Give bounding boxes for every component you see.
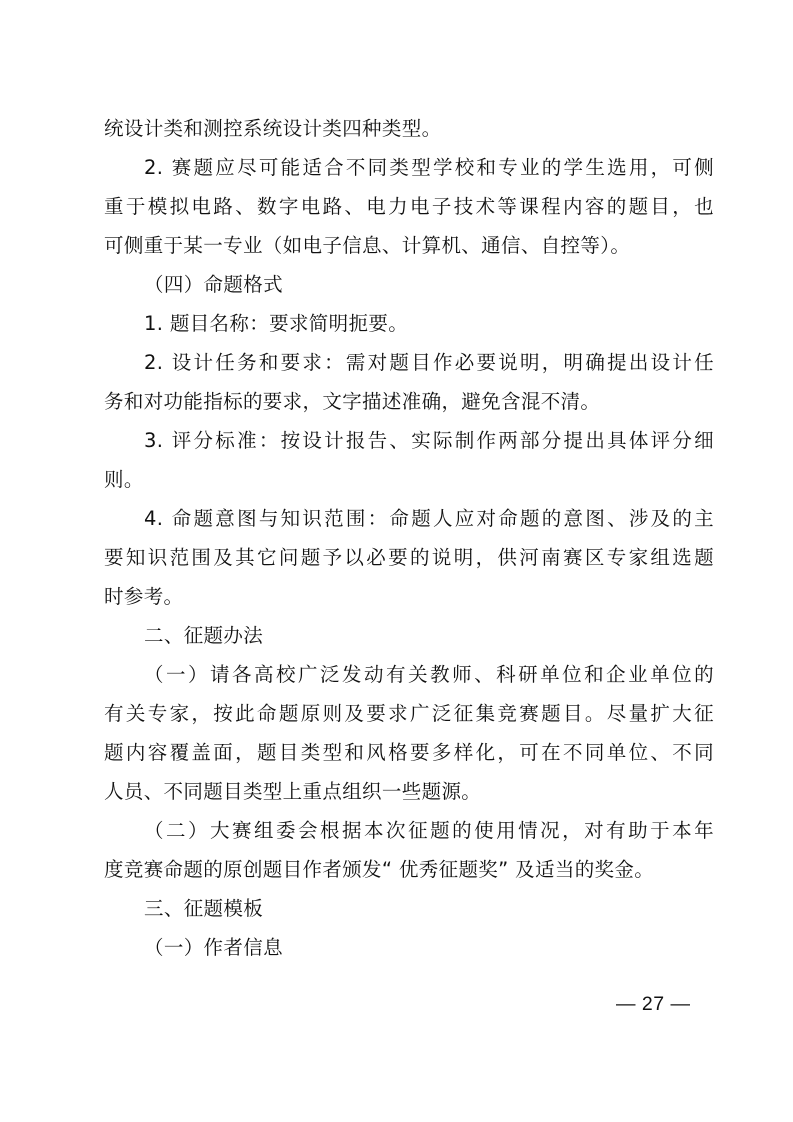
paragraph-line: （一）请各高校广泛发动有关教师、科研单位和企业单位的 [144,663,714,686]
paragraph-line: 要知识范围及其它问题予以必要的说明，供河南赛区专家组选题 [104,546,714,569]
paragraph-line: 统设计类和测控系统设计类四种类型。 [104,117,442,140]
section-heading: 三、征题模板 [144,897,264,920]
paragraph-line: 时参考。 [104,585,184,608]
subsection-heading: （一）作者信息 [144,936,283,959]
paragraph-line: 人员、不同题目类型上重点组织一些题源。 [104,780,482,803]
paragraph-line: 则。 [104,468,144,491]
paragraph-line: 3. 评分标准：按设计报告、实际制作两部分提出具体评分细 [144,429,714,452]
paragraph-line: 度竞赛命题的原创题目作者颁发“ 优秀征题奖” 及适当的奖金。 [104,858,655,881]
section-heading: 二、征题办法 [144,624,264,647]
section-heading: （四）命题格式 [144,273,283,296]
paragraph-line: 可侧重于某一专业（如电子信息、计算机、通信、自控等）。 [104,234,631,257]
paragraph-line: 有关专家，按此命题原则及要求广泛征集竞赛题目。尽量扩大征 [104,702,714,725]
paragraph-line: （二）大赛组委会根据本次征题的使用情况，对有助于本年 [144,819,714,842]
paragraph-line: 4. 命题意图与知识范围：命题人应对命题的意图、涉及的主 [144,507,714,530]
page-number: — 27 — [616,993,691,1015]
paragraph-line: 2. 设计任务和要求：需对题目作必要说明，明确提出设计任 [144,351,714,374]
paragraph-line: 1. 题目名称：要求简明扼要。 [144,312,409,335]
paragraph-line: 题内容覆盖面，题目类型和风格要多样化，可在不同单位、不同 [104,741,714,764]
paragraph-line: 2. 赛题应尽可能适合不同类型学校和专业的学生选用，可侧 [144,156,714,179]
paragraph-line: 务和对功能指标的要求，文字描述准确，避免含混不清。 [104,390,601,413]
paragraph-line: 重于模拟电路、数字电路、电力电子技术等课程内容的题目，也 [104,195,714,218]
